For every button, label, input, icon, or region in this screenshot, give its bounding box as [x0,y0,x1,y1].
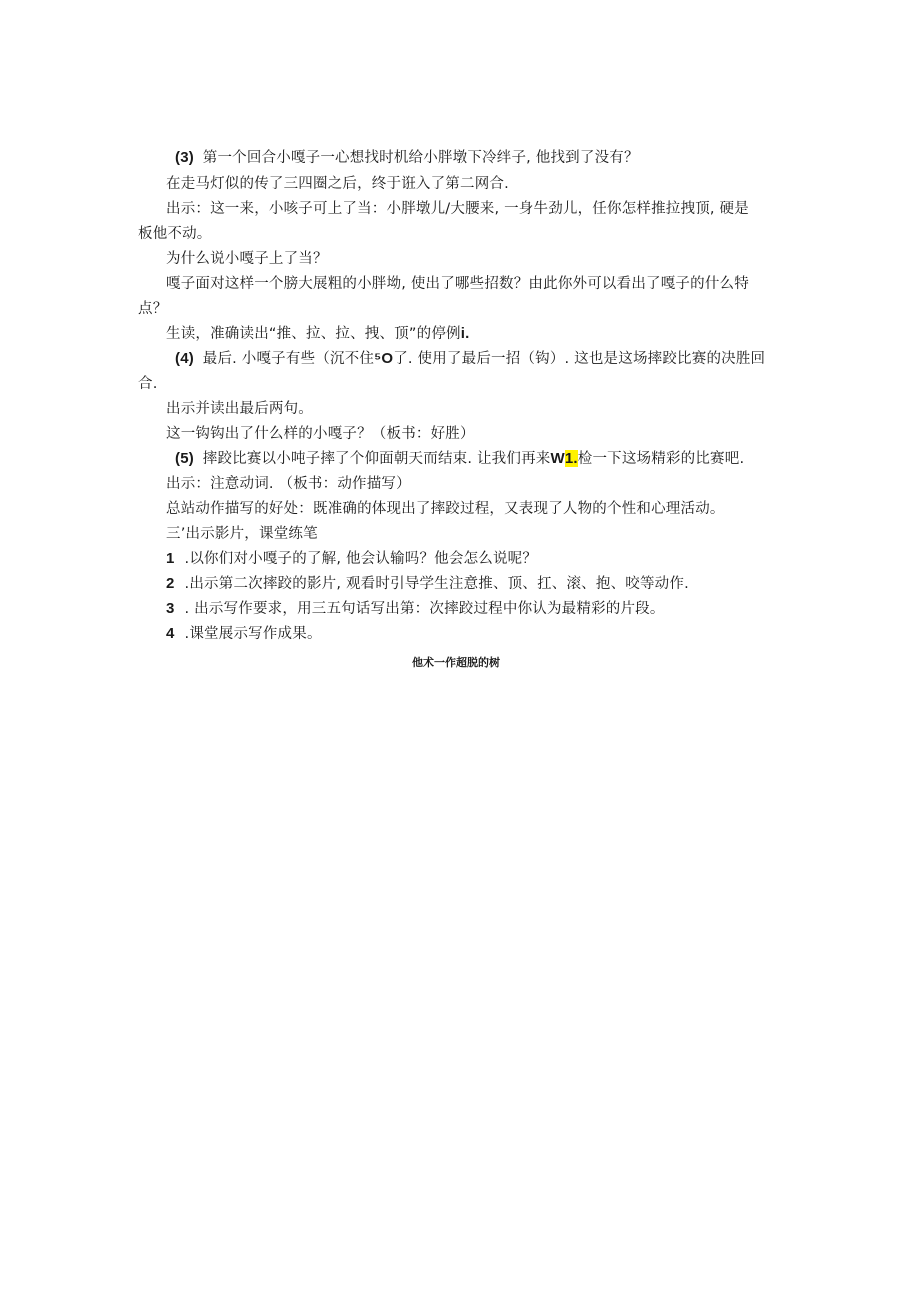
highlighted-text: 1. [564,450,578,467]
paragraph-line: 出示：这一来，小咳子可上了当：小胖墩儿/大腰来, 一身牛劲儿，任你怎样推拉拽顶, 硬是 [166,201,749,217]
paragraph-text: 生读，准确读出“推、拉、拉、拽、顶”的停例 [166,326,461,342]
paragraph-line: 在走马灯似的传了三四圈之后，终于诳入了第二网合. [166,176,509,192]
list-item [166,599,665,619]
paragraph-text: 摔跤比赛以小吨子摔了个仰面朝天而结束. 让我们再来 [202,451,551,467]
item-number: 2 [166,575,175,592]
section-heading: 三’出示影片，课堂练笔 [166,526,318,542]
item-number: 3 [166,600,175,617]
paragraph-4 [175,349,765,369]
paragraph-5 [175,449,744,469]
paragraph-text: 最后. 小嘎子有些（沉不住 [202,351,375,367]
list-item [166,549,537,569]
paragraph-line: 为什么说小嘎子上了当？ [166,251,328,267]
list-item-text: .课堂展示写作成果。 [184,626,322,642]
paragraph-line [166,324,469,344]
paragraph-text: 检一下这场精彩的比赛吧. [577,451,745,467]
footer-caption: 他术一作超脱的树 [412,656,500,669]
paragraph-3 [175,148,639,168]
paragraph-line: 这一钩钩出了什么样的小嘎子？（板书：好胜） [166,426,475,442]
paragraph-line: 总站动作描写的好处：既准确的体现出了摔跤过程，又表现了人物的个性和心理活动。 [166,501,725,517]
paragraph-line: 合. [138,376,158,392]
list-item-text: .以你们对小嘎子的了解, 他会认输吗？他会怎么说呢？ [184,551,538,567]
paragraph-text: 第一个回合小嘎子一心想找时机给小胖墩下冷绊子, 他找到了没有？ [202,150,639,166]
list-item [166,574,689,594]
paragraph-text: 了. 使用了最后一招（钩）. 这也是这场摔跤比赛的决胜回 [393,351,766,367]
list-item-text: .出示第二次摔跤的影片, 观看时引导学生注意推、顶、扛、滚、抱、咬等动作. [184,576,689,592]
paragraph-line: 出示并读出最后两句。 [166,401,313,417]
paragraph-line: 嘎子面对这样一个膀大展粗的小胖坳, 使出了哪些招数？由此你外可以看出了嘎子的什么特 [166,276,749,292]
item-number: (4) [175,350,194,367]
ocr-artifact: W [550,450,565,467]
paragraph-line: 出示：注意动词. （板书：动作描写） [166,476,411,492]
list-item-text: . 出示写作要求，用三五句话写出第：次摔跤过程中你认为最精彩的片段。 [184,601,665,617]
list-item [166,624,322,644]
paragraph-line: 板他不动。 [138,226,212,242]
paragraph-line: 点？ [138,301,168,317]
item-number: 1 [166,550,175,567]
item-number: 4 [166,625,175,642]
item-number: (3) [175,149,194,166]
item-number: (5) [175,450,194,467]
ocr-artifact: i. [460,325,470,342]
ocr-artifact: ⁵O [374,350,394,367]
